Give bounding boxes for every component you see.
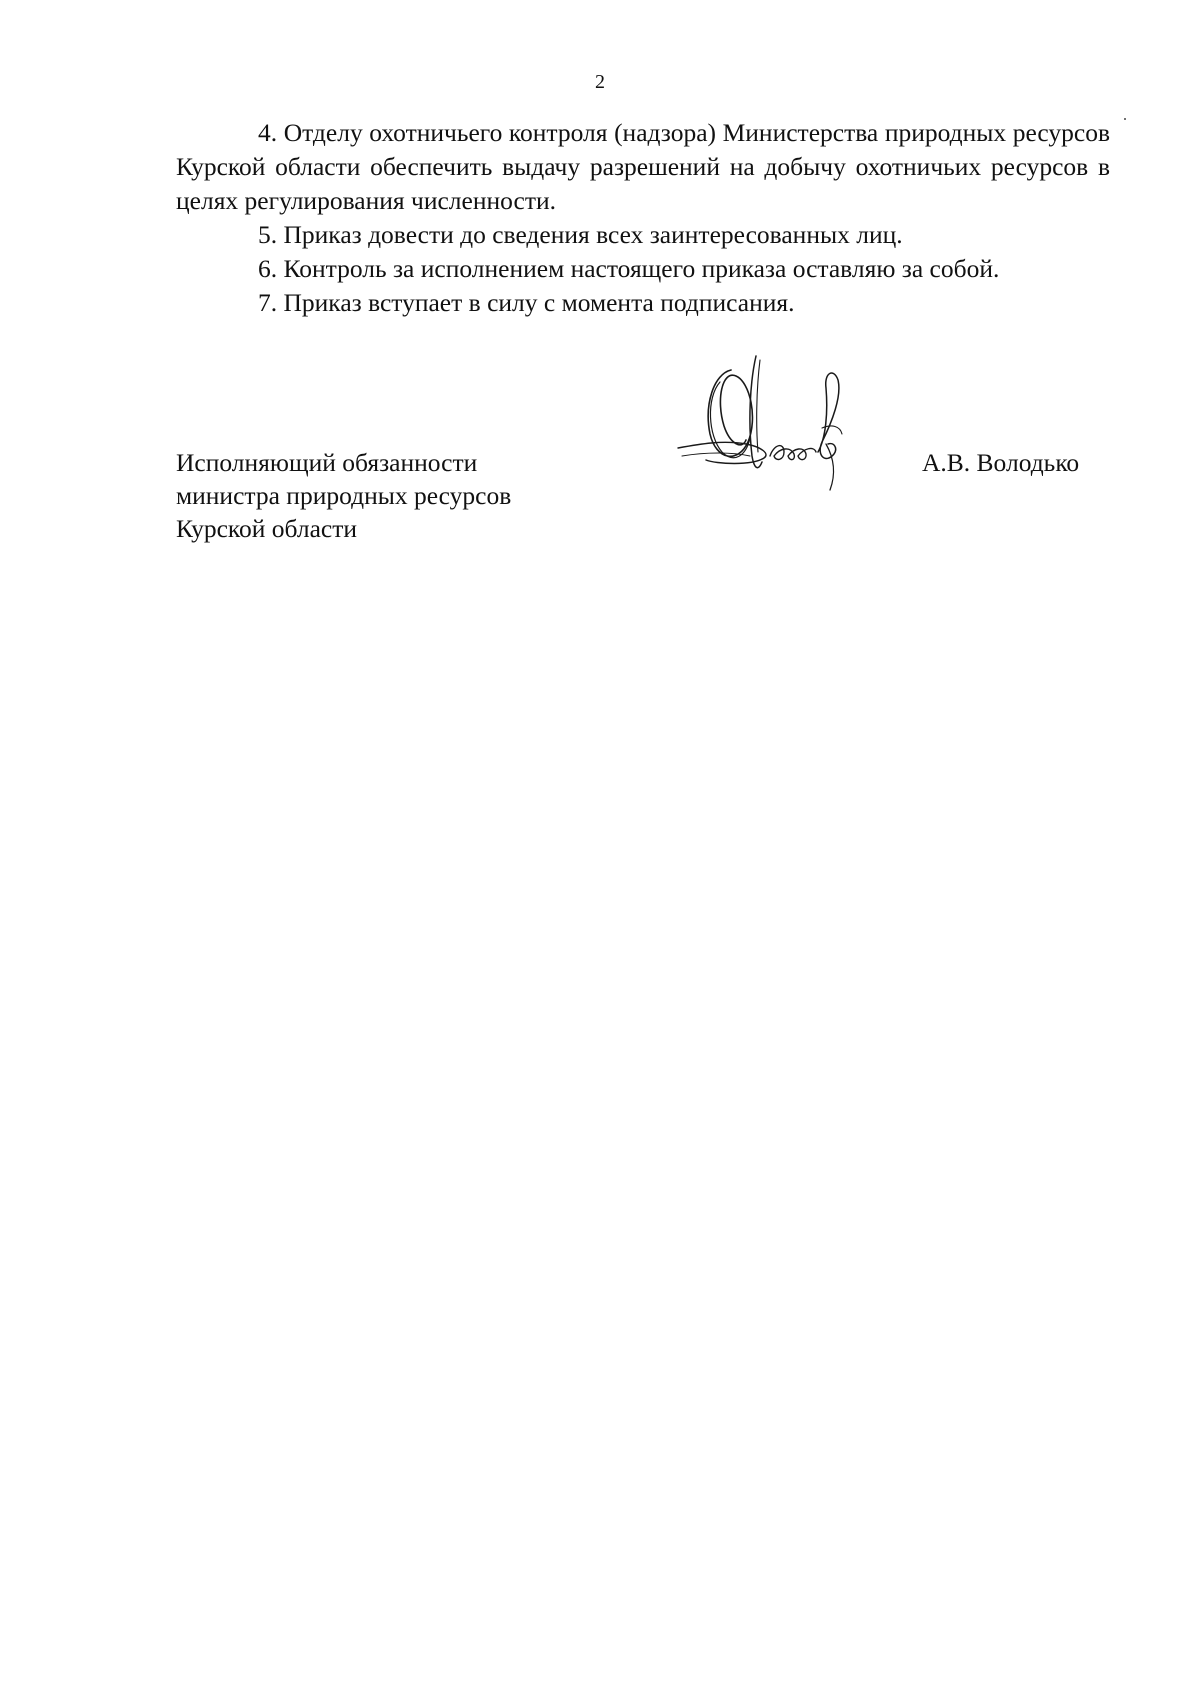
page-number: 2 — [595, 71, 605, 93]
document-body — [176, 116, 1110, 320]
signer-name: А.В. Володько — [922, 448, 1080, 477]
paragraph-item-5: 5. Приказ довести до сведения всех заинтересованных лиц. — [258, 220, 903, 249]
paragraph-item-6: 6. Контроль за исполнением настоящего приказа оставляю за собой. — [258, 254, 1000, 283]
signatory-position — [176, 446, 606, 545]
paragraph-item-7: 7. Приказ вступает в силу с момента подписания. — [258, 288, 795, 317]
handwritten-signature-icon — [676, 352, 896, 502]
scan-artifact — [1124, 118, 1126, 120]
signatory-position-line: Курской области — [176, 514, 358, 543]
paragraph-item-4: 4. Отделу охотничьего контроля (надзора) Министерства природных ресурсов Курской области обеспечить выдачу разрешений на добычу охотничьих ресурсов в целях регулирования численности. — [176, 118, 1110, 215]
signatory-position-line: министра природных ресурсов — [176, 481, 512, 510]
signatory-position-line: Исполняющий обязанности — [176, 448, 478, 477]
